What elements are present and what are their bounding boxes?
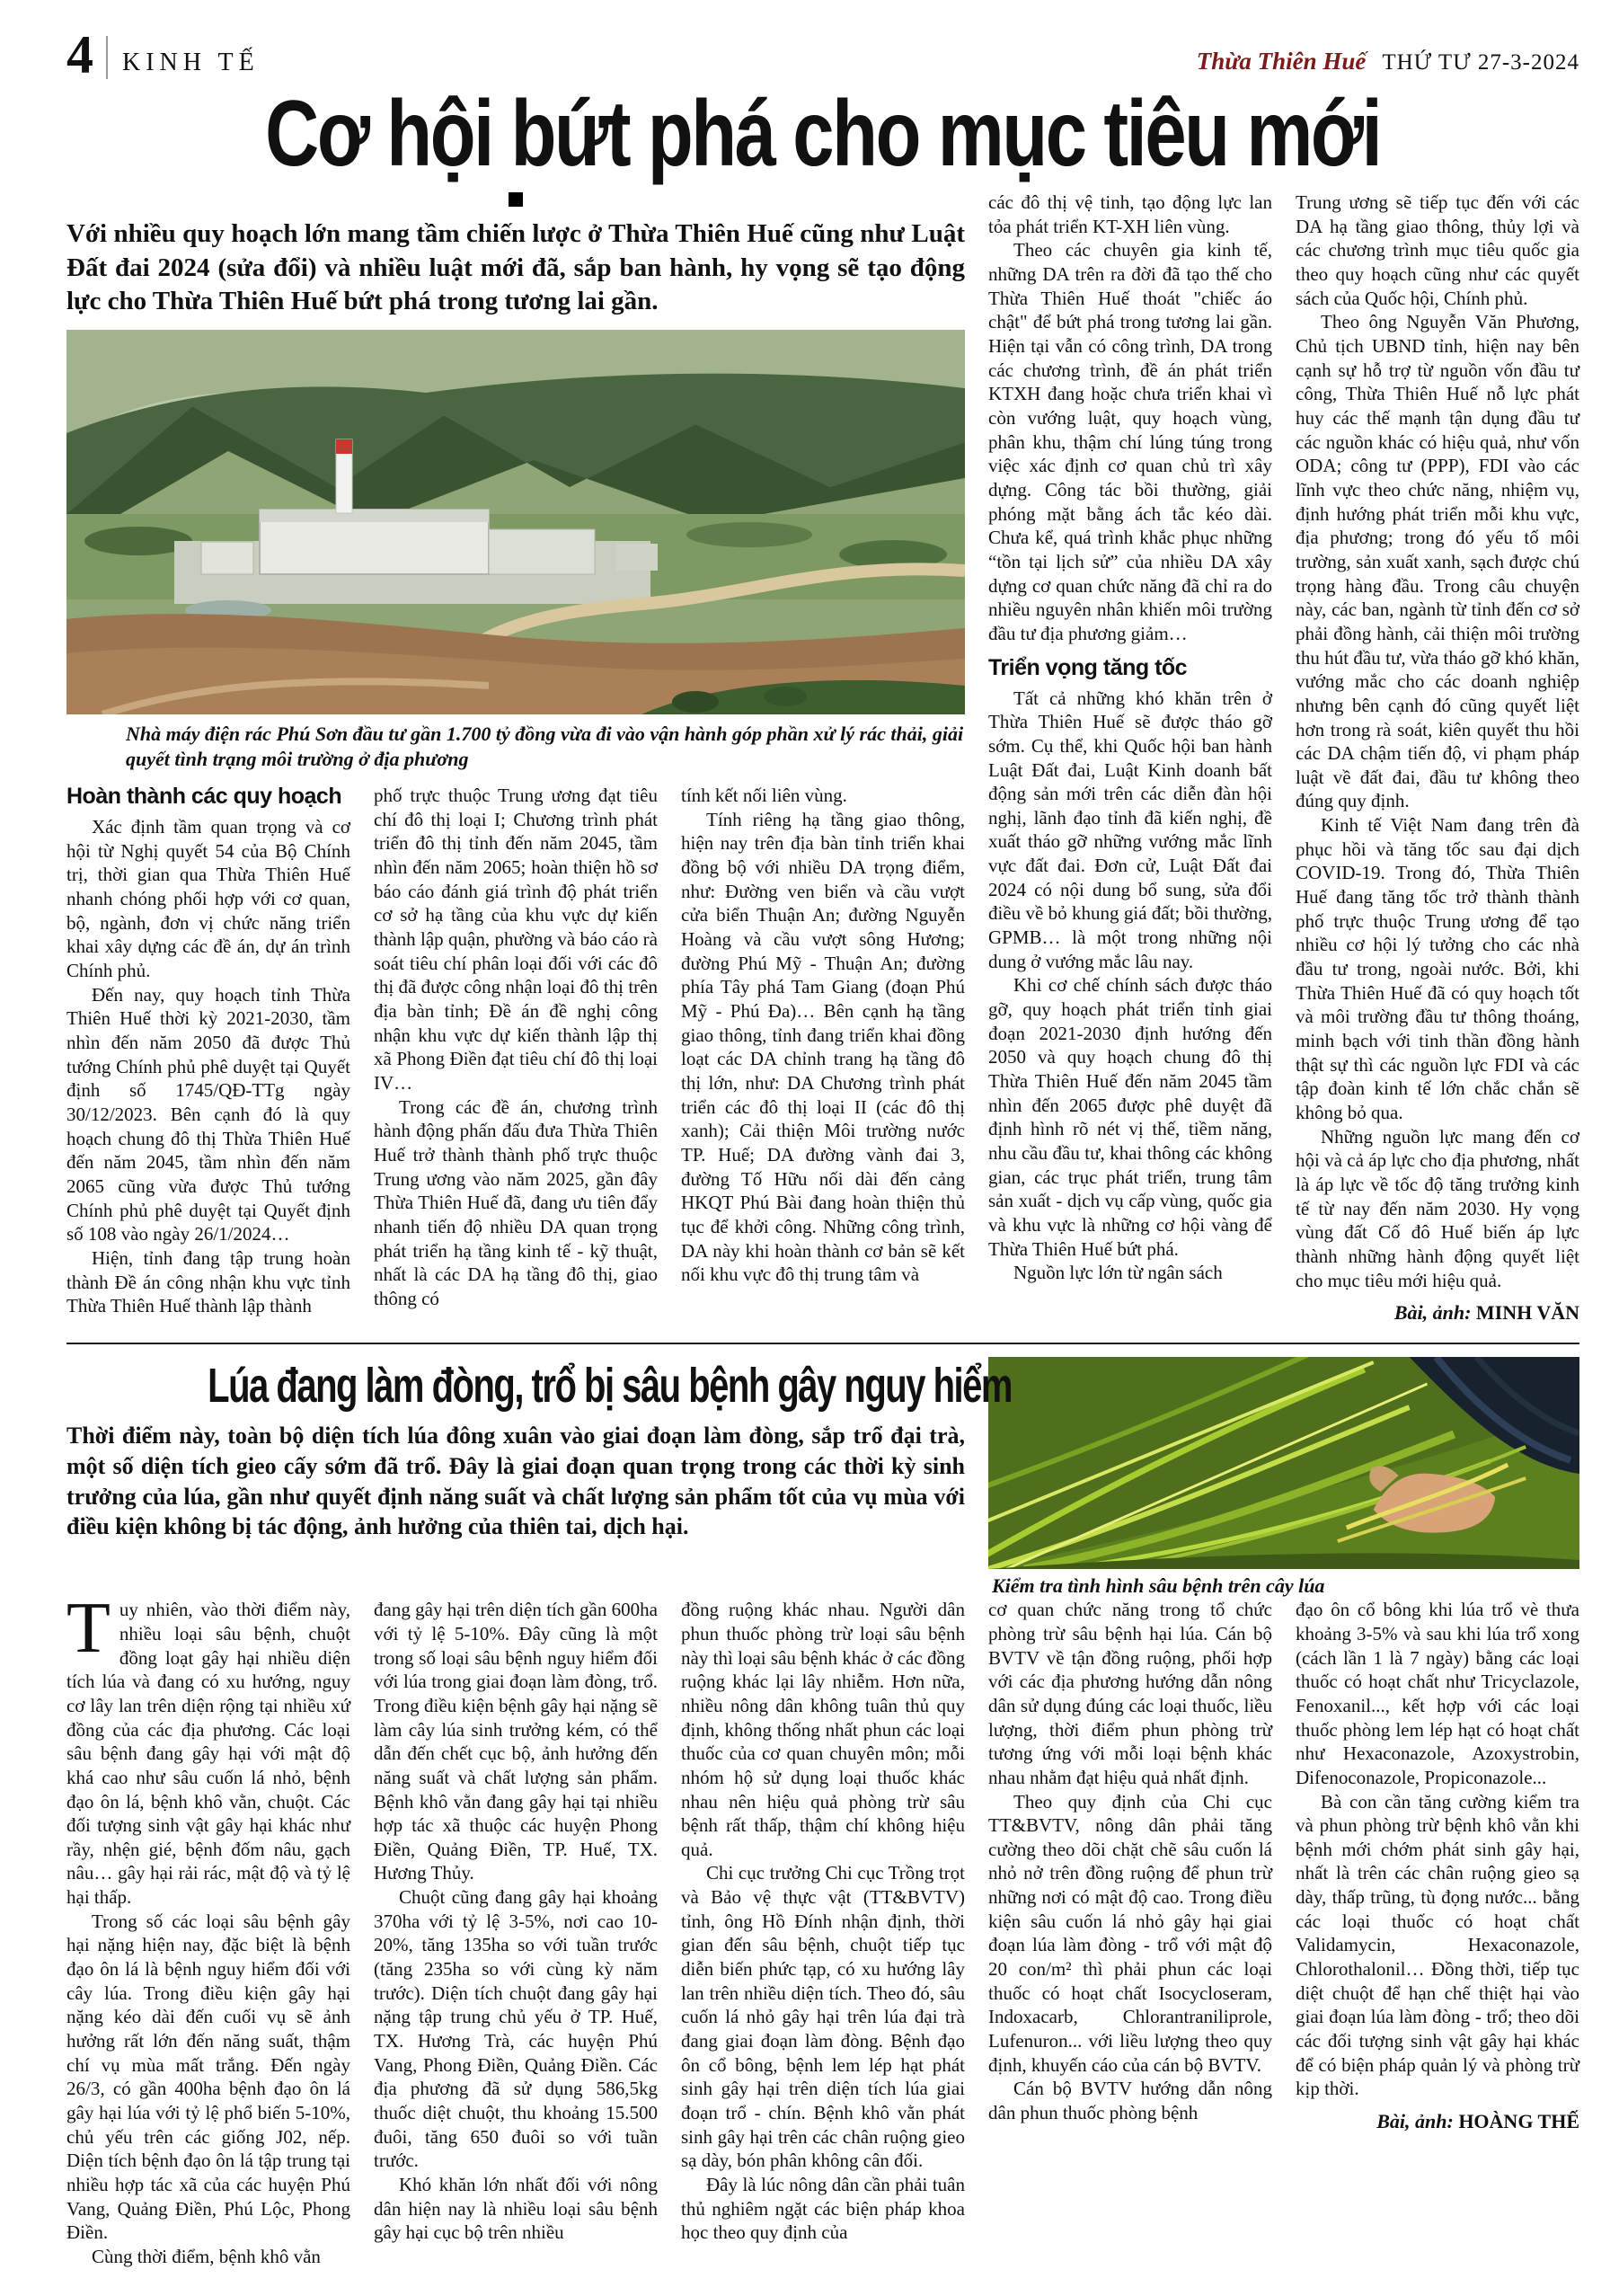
paragraph: Tuy nhiên, vào thời điểm này, nhiều loại sâu bệnh, chuột đồng loạt gây hại nhiều diện tích lúa và đang có xu hướng, nguy cơ lây lan trên diện rộng tại nhiều xứ đồng của các địa phương. Các loại sâu bệnh đang gây hại với mật độ khá cao như sâu cuốn lá nhỏ, bệnh đạo ôn lá, bệnh khô vằn, chuột. Các đối tượng sinh vật gây hại khác như rầy, nhện gié, bệnh đốm nâu, gạch nâu… gây hại rải rác, mật độ và tỷ lệ hại thấp. — [66, 1589, 350, 1909]
byline-author: HOÀNG THẾ — [1458, 2110, 1579, 2133]
paragraph: Trung ương sẽ tiếp tục đến với các DA hạ tầng giao thông, thủy lợi và các chương trình mục tiêu quốc gia theo quy hoạch cũng như các quyết sách của Quốc hội, Chính phủ. — [1296, 191, 1579, 309]
article1-column-2 — [374, 784, 658, 1318]
paragraph: Nguồn lực lớn từ ngân sách — [1013, 1262, 1223, 1284]
plant-aerial-photo — [66, 330, 965, 714]
article2-column-2 — [374, 1598, 658, 2268]
paragraph: cơ quan chức năng trong tổ chức phòng trừ sâu bệnh hại lúa. Cán bộ BVTV về tận đồng ruộng, phối hợp với các địa phương hướng dẫn nông dân sử dụng đúng các loại thuốc, liều lượng, thời điểm phun phòng trừ tương ứng với mỗi loại bệnh khác nhau nhằm đạt hiệu quả nhất định. — [988, 1599, 1272, 1788]
page-header — [66, 25, 1579, 84]
byline-label: Bài, ảnh: — [1393, 1301, 1472, 1325]
paragraph: phố trực thuộc Trung ương đạt tiêu chí đô thị loại I; Chương trình phát triển đô thị tỉnh đến năm 2045, tầm nhìn đến năm 2065; hoàn thiện hồ sơ báo cáo đánh giá trình độ phát triển cơ sở hạ tầng của khu vực dự kiến thành lập quận, phường và báo cáo rà soát tiêu chí phân loại đối với các đô thị đã được công nhận loại đô thị trên địa bàn tỉnh; Đề án đề nghị công nhận khu vực dự kiến thành lập thị xã Phong Điền đạt tiêu chí đô thị loại IV… — [374, 785, 658, 1095]
masthead: Thừa Thiên Huế — [1196, 48, 1367, 75]
paragraph: các đô thị vệ tinh, tạo động lực lan tỏa phát triển KT-XH liên vùng. — [988, 191, 1272, 237]
article2-lede: Thời điểm này, toàn bộ diện tích lúa đông xuân vào giai đoạn làm đòng, sắp trổ đại trà, một số diện tích gieo cấy sớm đã trổ. Đây là giai đoạn quan trọng trong các thời kỳ sinh trưởng của lúa, gần như quyết định năng suất và chất lượng sản phẩm tốt của vụ mùa với điều kiện không bị tác động, ảnh hưởng của thiên tai, dịch hại. — [66, 1422, 965, 1540]
article-economy — [66, 82, 1579, 1325]
paragraph: Tính riêng hạ tầng giao thông, hiện nay trên địa bàn tỉnh triển khai đồng bộ với nhiều DA trọng điểm, như: Đường ven biển và cầu vượt cửa biển Thuận An; đường Nguyễn Hoàng và cầu vượt sông Hương; đường Phú Mỹ - Thuận An; đường phía Tây phá Tam Giang (đoạn Phú Mỹ - Phú Đa)… Bên cạnh hạ tầng giao thông, tỉnh đang triển khai đồng loạt các DA chỉnh trang hạ tầng đô thị lớn, như: DA Chương trình phát triển các đô thị loại II (các đô thị xanh); Cải thiện Môi trường nước TP. Huế; DA đường vành đai 3, đường Tố Hữu nối dài đến cảng HKQT Phú Bài đang hoàn thiện thủ tục để khởi công. Những công trình, DA này khi hoàn thành cơ bản sẽ kết nối khu vực đô thị trung tâm và — [681, 808, 965, 1286]
rice-photo-figure — [988, 1357, 1579, 1598]
rice-field-photo — [988, 1357, 1579, 1569]
paragraph: Khó khăn lớn nhất đối với nông dân hiện nay là nhiều loại sâu bệnh gây hại cục bộ trên nhiều — [374, 2174, 658, 2244]
header-divider — [106, 36, 108, 79]
section-heading-1: Hoàn thành các quy hoạch — [66, 784, 342, 810]
article2-body — [66, 1357, 1579, 2268]
article1-photo-caption: Nhà máy điện rác Phú Sơn đầu tư gần 1.700 tỷ đồng vừa đi vào vận hành góp phần xử lý rác thải, giải quyết tình trạng môi trường ở địa phương — [126, 722, 964, 770]
rice-field-photo-art — [988, 1357, 1579, 1569]
byline-author: MINH VĂN — [1475, 1301, 1579, 1325]
article2-column-4 — [988, 1598, 1272, 2268]
paragraph: Cán bộ BVTV hướng dẫn nông dân phun thuốc phòng bệnh — [988, 2078, 1272, 2124]
paragraph: đạo ôn cổ bông khi lúa trổ vè thưa khoảng 3-5% và sau khi lúa trổ xong (cách lần 1 là 7 ngày) bằng các loại thuốc có hoạt chất như Tricyclazole, Fenoxanil..., kết hợp với các loại thuốc phòng lem lép hạt có hoạt chất như Hexaconazole, Azoxystrobin, Difenoconazole, Propiconazole... — [1296, 1599, 1579, 1788]
article2-byline — [1296, 2110, 1579, 2133]
article-separator — [66, 1343, 1579, 1344]
article1-column-4 — [988, 191, 1272, 1325]
header-right — [1197, 48, 1579, 79]
paragraph: Những nguồn lực mang đến cơ hội và cả áp lực cho địa phương, nhất là áp lực về tốc độ tăng trưởng kinh tế từ nay đến năm 2030. Hy vọng vùng đất Cố đô Huế biến áp lực thành những hành động quyết liệt cho mục tiêu mới hiệu quả. — [1296, 1125, 1579, 1291]
paragraph: Chi cục trưởng Chi cục Trồng trọt và Bảo vệ thực vật (TT&BVTV) tỉnh, ông Hồ Đính nhận định, thời gian đến sâu bệnh, chuột tiếp tục diễn biến phức tạp, có xu hướng lây lan trên nhiều diện tích. Theo đó, sâu cuốn lá nhỏ gây hại trên lúa đại trà đang giai đoạn làm đòng. Bệnh đạo ôn cổ bông, bệnh lem lép hạt phát sinh gây hại trên diện tích lúa giai đoạn trổ - chín. Bệnh khô vằn phát sinh gây hại trên các chân ruộng gieo sạ dày, bón phân không cân đối. — [681, 1862, 965, 2172]
paragraph: đang gây hại trên diện tích gần 600ha với tỷ lệ 5-10%. Đây cũng là một trong số loại sâu bệnh nguy hiểm đối với lúa trong giai đoạn làm đòng, trổ. Trong điều kiện bệnh gây hại nặng sẽ làm cây lúa sinh trưởng kém, có thể dẫn đến chết cục bộ, ảnh hưởng đến năng suất và chất lượng sản phẩm. Bệnh khô vằn đang gây hại tại nhiều hợp tác xã thuộc các huyện Phong Điền, Quảng Điền, TP. Huế, TX. Hương Thủy. — [374, 1599, 658, 1884]
section-heading-2: Triển vọng tăng tốc — [988, 654, 1188, 680]
section-title: KINH TẾ — [122, 49, 260, 76]
paragraph: Bà con cần tăng cường kiểm tra và phun phòng trừ bệnh khô vằn khi bệnh mới chớm phát sinh gây hại, nhất là trên các chân ruộng gieo sạ dày, thấp trũng, tù đọng nước... bằng các loại thuốc có hoạt chất Validamycin, Hexaconazole, Chlorothalonil… Đồng thời, tiếp tục diệt chuột để hạn chế thiệt hại vào giai đoạn lúa làm đòng - trổ; theo dõi các đối tượng sinh vật gây hại khác để có biện pháp quản lý và phòng trừ kịp thời. — [1296, 1790, 1579, 2100]
paragraph: tính kết nối liên vùng. — [681, 785, 847, 807]
paragraph: Cùng thời điểm, bệnh khô vằn — [92, 2245, 321, 2267]
article1-bottom-columns — [66, 784, 965, 1318]
article2-photo-caption: Kiểm tra tình hình sâu bệnh trên cây lúa — [992, 1574, 1325, 1598]
article2-column-1 — [66, 1589, 350, 2268]
article-start-marker-icon — [509, 192, 523, 207]
paragraph: Đến nay, quy hoạch tỉnh Thừa Thiên Huế thời kỳ 2021-2030, tầm nhìn đến năm 2050 đã được Thủ tướng Chính phủ phê duyệt tại Quyết định số 1745/QĐ-TTg ngày 30/12/2023. Bên cạnh đó là quy hoạch chung đô thị Thừa Thiên Huế đến năm 2045, tầm nhìn đến năm 2065 cũng vừa được Thủ tướng Chính phủ phê duyệt tại Quyết định số 108 vào ngày 26/1/2024… — [66, 983, 350, 1246]
paragraph: Kinh tế Việt Nam đang trên đà phục hồi và tăng tốc sau đại dịch COVID-19. Trong đó, Thừa Thiên Huế đang tăng tốc trở thành thành phố trực thuộc Trung ương để tạo nhiều cơ hội lý tưởng cho các nhà đầu tư trong, ngoài nước. Bởi, khi Thừa Thiên Huế đã có quy hoạch tốt và môi trường đầu tư thông thoáng, minh bạch với tinh thần đồng hành thật sự thì các nguồn lực FDI và các tập đoàn kinh tế lớn chắc chắn sẽ không bỏ qua. — [1296, 814, 1579, 1124]
paragraph: Đây là lúc nông dân cần phải tuân thủ nghiêm ngặt các biện pháp khoa học theo quy định của — [681, 2174, 965, 2244]
paragraph: Trong số các loại sâu bệnh gây hại nặng hiện nay, đặc biệt là bệnh đạo ôn lá là bệnh nguy hiểm đối với cây lúa. Trong điều kiện gây hại nặng kéo dài đến cuối vụ sẽ ảnh hưởng rất lớn đến năng suất, thậm chí vụ mùa mất trắng. Đến ngày 26/3, có gần 400ha bệnh đạo ôn lá gây hại lúa với tỷ lệ phổ biến 5-10%, chủ yếu trên các giống J02, nếp. Diện tích bệnh đạo ôn lá tập trung tại nhiều hợp tác xã của các huyện Phú Vang, Quảng Điền, Phú Lộc, Phong Điền. — [66, 1910, 350, 2244]
article1-lede: Với nhiều quy hoạch lớn mang tầm chiến lược ở Thừa Thiên Huế cũng như Luật Đất đai 2024 (sửa đổi) và nhiều luật mới đã, sắp ban hành, hy vọng sẽ tạo động lực cho Thừa Thiên Huế bứt phá trong tương lai gần. — [66, 219, 965, 316]
page-number: 4 — [66, 25, 93, 84]
paragraph: đồng ruộng khác nhau. Người dân phun thuốc phòng trừ loại sâu bệnh này thì loại sâu bệnh khác ở các đồng ruộng khác lại lây nhiễm. Hơn nữa, nhiều nông dân không tuân thủ quy định, không thống nhất phun các loại thuốc của cơ quan chuyên môn; mỗi nhóm hộ sử dụng loại thuốc khác nhau nên hiệu quả phòng trừ sâu bệnh rất thấp, thậm chí không hiệu quả. — [681, 1599, 965, 1860]
article1-headline: Cơ hội bứt phá cho mục tiêu mới — [265, 82, 1381, 186]
paragraph: Theo các chuyên gia kinh tế, những DA trên ra đời đã tạo thế cho Thừa Thiên Huế thoát "chiếc áo chật" để bứt phá trong tương lai gần. Hiện tại vẫn có công trình, DA trong các chương trình, đề án phát triển KTXH đang hoặc chưa triển khai vì còn vướng luật, quy hoạch vùng, phân khu, thậm chí lúng túng trong việc xác định cơ quan chủ trì xây dựng. Công tác bồi thường, giải phóng mặt bằng ách tắc kéo dài. Chưa kể, quá trình khắc phục những “tồn tại lịch sử” của nhiều DA xây dựng cơ quan chức năng đã chỉ ra do nhiều nguyên nhân khiến môi trường đầu tư địa phương giảm… — [988, 239, 1272, 644]
article1-column-1 — [66, 784, 350, 1318]
paragraph: Tất cả những khó khăn trên ở Thừa Thiên Huế sẽ được tháo gỡ sớm. Cụ thể, khi Quốc hội ban hành Luật Đất đai, Luật Kinh doanh bất động sản mới trên các diễn đàn hội nghị, lãnh đạo tỉnh đã kiến nghị, đề xuất tháo gỡ những vướng mắc lĩnh vực đất đai. Đơn cử, Luật Đất đai 2024 có nội dung bổ sung, sửa đổi điều về bỏ khung giá đất; bồi thường, GPMB… là một trong những nội dung ở vướng mắc lâu nay. — [988, 687, 1272, 972]
article1-column-3 — [681, 784, 965, 1318]
paragraph: Chuột cũng đang gây hại khoảng 370ha với tỷ lệ 3-5%, nơi cao 10-20%, tăng 135ha so với tuần trước (tăng 235ha so với cùng kỳ năm trước). Diện tích chuột đang gây hại nặng tập trung chủ yếu ở TP. Huế, TX. Hương Trà, các huyện Phú Vang, Phong Điền, Quảng Điền. Các địa phương đã sử dụng 586,5kg thuốc diệt chuột, thu khoảng 15.500 đuôi, tăng 650 đuôi so với tuần trước. — [374, 1886, 658, 2172]
paragraph: Theo quy định của Chi cục TT&BVTV, nông dân phải tăng cường theo dõi chặt chẽ sâu cuốn lá nhỏ nở trên đồng ruộng để phun trừ những nơi có mật độ cao. Trong điều kiện sâu cuốn lá nhỏ gây hại giai đoạn lúa làm đòng - trổ với mật độ 20 con/m² thì phải phun các loại thuốc có hoạt chất Isocycloseram, Indoxacarb, Chlorantraniliprole, Lufenuron... với liều lượng theo quy định, khuyến cáo của cán bộ BVTV. — [988, 1790, 1272, 2076]
paragraph: Theo ông Nguyễn Văn Phương, Chủ tịch UBND tỉnh, hiện nay bên cạnh sự hỗ trợ từ nguồn vốn đầu tư công, Thừa Thiên Huế nỗ lực phát huy các thế mạnh tận dụng đầu tư các nguồn khác có hiệu quả, như vốn ODA; công tư (PPP), FDI vào các lĩnh vực theo chức năng, nhiệm vụ, định hướng phát triển mỗi khu vực, địa phương; trong đó yếu tố môi trường, sản xuất xanh, sạch được chú trọng hàng đầu. Trong câu chuyện này, các ban, ngành từ tỉnh đến cơ sở phải đồng hành, cải thiện môi trường thu hút đầu tư, vừa tháo gỡ khó khăn, vướng mắc cho các doanh nghiệp nhưng bên cạnh đó cũng quyết liệt hơn trong rà soát, kiên quyết thu hồi các DA chậm tiến độ, vi phạm pháp luật về đất đai, đầu tư không theo đúng quy định. — [1296, 311, 1579, 812]
article1-left-block — [66, 191, 965, 1325]
article1-column-5 — [1296, 191, 1579, 1325]
article2-headline: Lúa đang làm đòng, trổ bị sâu bệnh gây nguy hiểm — [208, 1359, 1012, 1414]
issue-date: THỨ TƯ 27-3-2024 — [1382, 50, 1579, 75]
paragraph: Xác định tầm quan trọng và cơ hội từ Nghị quyết 54 của Bộ Chính trị, thời gian qua Thừa Thiên Huế nhanh chóng phối hợp với cơ quan, bộ, ngành, đơn vị chức năng triển khai xây dựng các đề án, dự án trình Chính phủ. — [66, 816, 350, 982]
paragraph: Hiện, tỉnh đang tập trung hoàn thành Đề án công nhận khu vực tỉnh Thừa Thiên Huế thành lập thành — [66, 1246, 350, 1317]
article2-column-3 — [681, 1598, 965, 2268]
header-left — [66, 25, 260, 84]
plant-aerial-photo-art — [66, 330, 965, 714]
article-agriculture — [66, 1357, 1579, 2268]
paragraph: Trong các đề án, chương trình hành động phấn đấu đưa Thừa Thiên Huế trở thành thành phố trực thuộc Trung ương vào năm 2025, gần đây Thừa Thiên Huế đã, đang ưu tiên đẩy nhanh tiến độ nhiều DA quan trọng phát triển hạ tầng kinh tế - kỹ thuật, nhất là các DA hạ tầng đô thị, giao thông có — [374, 1095, 658, 1309]
paragraph: Khi cơ chế chính sách được tháo gỡ, quy hoạch phát triển tỉnh giai đoạn 2021-2030 định hướng đến 2050 và quy hoạch chung đô thị Thừa Thiên Huế đến năm 2045 tầm nhìn đến 2065 được phê duyệt đã định hình rõ nét vị thế, tiềm năng, nhu cầu đầu tư, khai thông các không gian, các trục phát triển, trung tâm sản xuất - dịch vụ cấp vùng, quốc gia và khu vực là những cơ hội vàng để Thừa Thiên Huế bứt phá. — [988, 974, 1272, 1260]
article2-head-block — [66, 1357, 1012, 1598]
byline-label: Bài, ảnh: — [1376, 2110, 1454, 2133]
article1-body — [66, 191, 1579, 1325]
article1-byline — [1296, 1301, 1579, 1325]
article2-column-5 — [1296, 1598, 1579, 2268]
